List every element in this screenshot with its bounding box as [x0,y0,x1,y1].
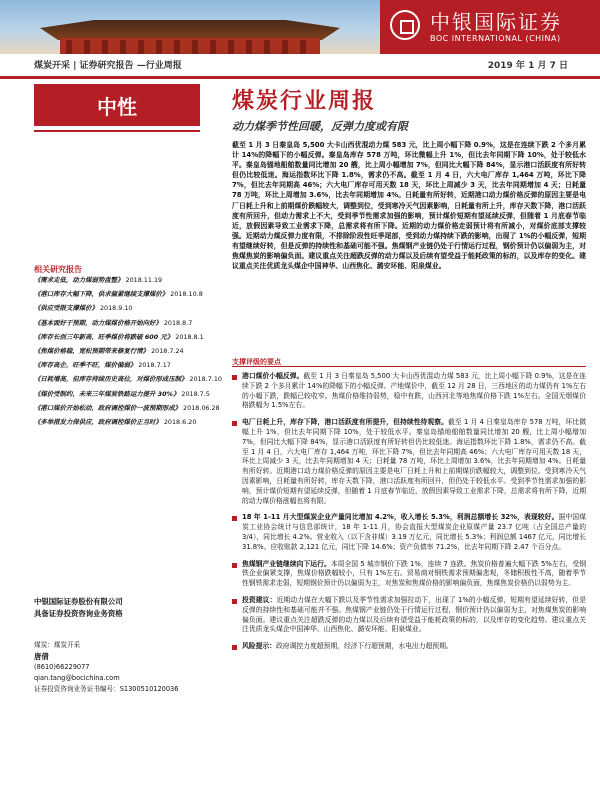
analyst-cert: 证券投资咨询业务证书编号：S1300510120036 [34,685,179,693]
analyst-name: 唐倩 [34,652,49,661]
related-report-item[interactable]: 《供应受限支撑煤价》 2018.9.10 [34,304,133,313]
key-point-item: 焦煤钢产业链继续向下运行。本周全国 5 城市钢价下跌 1%，连续 7 连跌。焦炭价格普遍大幅下跌 5%左右，受钢铁企业偏紧支撑，焦煤价格跌幅较小，只有 1%左右。贸易商对钢铁需求预期偏悲观，冬储积极性不高，随着季节性钢铁需求走弱，短期钢价预计仍以偏弱为主，对焦炭和焦煤价格的影响偏负面，焦煤焦炭价格仍以弱势为主。 [232,560,586,589]
key-point-item: 电厂日耗上升，库存下降，港口活跃度有所提升，但持续性待观察。截至 1 月 4 日秦皇岛库存 578 万吨，环比微幅上升 1%，但比去年同期下降 10%，处于较低水平。秦皇岛锚地船舶数量同比增加 20 艘，比上周小幅增加 7%，但同比大幅下降 84%，显示港口活跃度有所好转但仍比较低迷。海运指数环比下降 1.8%，需求仍不高。截至 1 月 4 日，六大电厂库存 1,464 万吨，环比下降 7%，但比去年同期高 46%；六大电厂库存可用天数 18 天，环比上周减少 3 天，比去年同期增加 4 天；日耗量 78 万吨，环比上周增加 3.6%，比去年同期增加 4%。日耗量有所好转。近期港口动力煤价格反弹的原因主要是电厂日耗上升和上前期煤价跌幅较大，调整到位。受到寒冷天气因素影响，日耗量有所好转，库存天数下降，港口活跃度有所回升，但仍处于较低水平。受到季节性需求加强的影响，预计煤价短期有望延续反弹，但随着 1 月底春节临近，放假因素导致工业需求下降，总需求将有所下降，近期的动力煤价格涨幅也将有限。 [232,418,586,506]
key-point-item: 港口煤价小幅反弹。截至 1 月 3 日秦皇岛 5,500 大卡山西优混动力煤 583 元，比上周小幅下降 0.9%，这是在连续下跌 2 个多月累计 14%的降幅下的小幅反弹。产地煤价中，截至 12 月 28 日，三西地区的动力煤仍有 1%左右的小幅下跌，跌幅已较收窄。焦煤价格维持弱势，稳中有跌，山西河北等地焦煤价格下跌 1%左右。全国无烟煤价格跌幅为 1.5%左右。 [232,372,586,411]
key-point-item: 投资建议：近期动力煤在大幅下跌以及季节性需求加强拉动下，出现了 1%的小幅反弹，短期有望延续好转，但是反弹的持续性和基础可能并不强。焦煤钢产业链仍处于行情运行过程，钢价预计仍以偏弱为主，对焦煤焦炭的影响偏负面。建议重点关注超跌反弹的动力煤以及后续有望受益于能耗政策的标的，以及库存的变化趋势。建议重点关注优质龙头煤企中国神华、山西焦化、潞安环能、阳泉煤业。 [232,596,586,635]
related-report-item[interactable]: 《煤价受制约，未来三年煤炭铁路运力提升 30%》 2018.7.5 [34,389,210,398]
key-point-item: 风险提示：政府调控力度超预期，经济下行超预期，水电出力超预期。 [232,642,586,652]
related-reports-title: 相关研究报告 [34,265,82,274]
related-report-item[interactable]: 《库存高企，旺季不旺，煤价偏弱》 2018.7.17 [34,361,171,370]
related-reports-list [34,276,224,432]
analyst-sector: 煤炭：煤炭开采 [34,641,81,649]
analyst-info [34,640,224,695]
related-report-item[interactable]: 《日耗增高，但库存持续历史高位，对煤价形成压制》 2018.7.10 [34,375,222,384]
palace-columns-graphic [66,40,314,54]
analyst-email[interactable]: qian.tang@bocichina.com [34,674,120,682]
brand-block [380,0,600,54]
firm-name: 中银国际证券股份有限公司 [34,597,123,606]
report-category-strip [0,54,600,79]
related-report-item[interactable]: 《多举措发力保供应，政府调控煤价正当时》 2018.6.20 [34,418,197,427]
related-report-item[interactable]: 《需求走低，动力煤弱势盘整》 2018.11.19 [34,276,163,284]
related-report-item[interactable]: 《港口库存大幅下降，供求偏紧继续支撑煤价》 2018.10.8 [34,290,203,299]
boc-logo-icon [390,10,420,40]
palace-roof-graphic [40,20,340,40]
report-category: 煤炭开采 | 证券研究报告 —行业周报 [34,61,182,71]
key-points-list [232,372,586,659]
related-report-item[interactable]: 《基本面好于预期，动力煤煤价格开始向好》 2018.8.7 [34,318,193,327]
key-points-title: 支撑评级的要点 [232,358,281,366]
analyst-phone: (8610)66229077 [34,663,90,671]
firm-info [34,596,214,620]
brand-name-cn: 中银国际证券 [430,10,562,34]
related-report-item[interactable]: 《港口煤价开始松动，政府调控煤价一波预期形成》 2018.06.28 [34,403,220,412]
report-summary: 截至 1 月 3 日秦皇岛 5,500 大卡山西优混动力煤 583 元，比上周小幅下降 0.9%，这是在连续下跌 2 个多月累计 14%的降幅下的小幅反弹。秦皇岛库存 578 万吨，环比微幅上升 1%，但比去年同期下降 10%，处于较低水平。秦皇岛锚地船舶数量同比增加 20 艘，比上周小幅增加 7%，但同比大幅下降 84%，显示港口活跃度有所好转但仍比较低迷。海运指数环比下降 1.8%，需求仍不高。截至 1 月 4 日，六大电厂库存 1,464 万吨，环比下降 7%，但比去年同期高 46%；六大电厂库存可用天数 18 天，环比上周减少 3 天，比去年同期增加 4 天；日耗量 78 万吨，环比上周增加 3.6%，比去年同期增加 4%。日耗量有所好转，近期港口动力煤价格反弹的原因主要是电厂日耗上升和上前期煤价跌幅较大，调整到位，受到寒冷天气因素影响，日耗量有所上升，库存天数下降，港口活跃度有所回升，但动力需求上不大，受到季节性需求加强的影响，预计煤价短期有望延续反弹，但随着 1 月底春节临近，放假因素导致工业需求下降，总需求将有所下降。近期的动力煤价格走弱预计将有所减小，对煤价底部支撑较强。近期动力煤反弹力度有限，不排除阶段性旺季尾部，受到动力煤持续下跌的影响，出现了 1%的小幅反弹，短期有望继续好转，但是反弹的持续性和基础可能不强。焦煤钢产业链仍处于行情运行过程，钢价预计仍以偏弱为主，对焦煤焦炭的影响偏负面。建议重点关注超跌反弹的动力煤以及后续有望受益于能耗政策的标的，以及库存的变化。建议重点关注优质龙头煤企中国神华、山西焦化、潞安环能、阳泉煤业。 [232,141,586,271]
rating-divider [34,130,200,132]
rating-badge: 中性 [34,84,200,126]
firm-qualification: 具备证券投资咨询业务资格 [34,609,123,618]
key-point-item: 18 年 1-11 月大型煤炭企业产量同比增加 4.2%，收入增长 5.3%，利润总额增长 32%，表现较好。据中国煤炭工业协会统计与信息部统计，18 年 1-11 月，协会直报大型煤炭企业原煤产量 23.7 亿吨（占全国总产量的 3/4），同比增长 4.2%。营业收入（以下含非煤）3.19 万亿元，同比增长 5.3%；利润总额 1467 亿元，同比增长 31.8%。应收账款 2,121 亿元，同比下降 14.6%；资产负债率 71.2%，比去年同期下降 2.47 个百分点。 [232,513,586,552]
report-title: 煤炭行业周报 [232,88,377,114]
related-report-item[interactable]: 《库存长创三年新高，旺季煤价将跌破 600 元》 2018.8.1 [34,332,204,341]
report-date: 2019 年 1 月 7 日 [487,61,568,71]
key-points-divider [232,366,586,367]
report-subtitle: 动力煤季节性回暖，反弹力度或有限 [232,120,408,133]
header-banner [0,0,600,54]
brand-name-en: BOC INTERNATIONAL (CHINA) [430,34,561,43]
related-report-item[interactable]: 《焦煤价格稳，宽松预期带来修复行情》 2018.7.24 [34,347,184,356]
